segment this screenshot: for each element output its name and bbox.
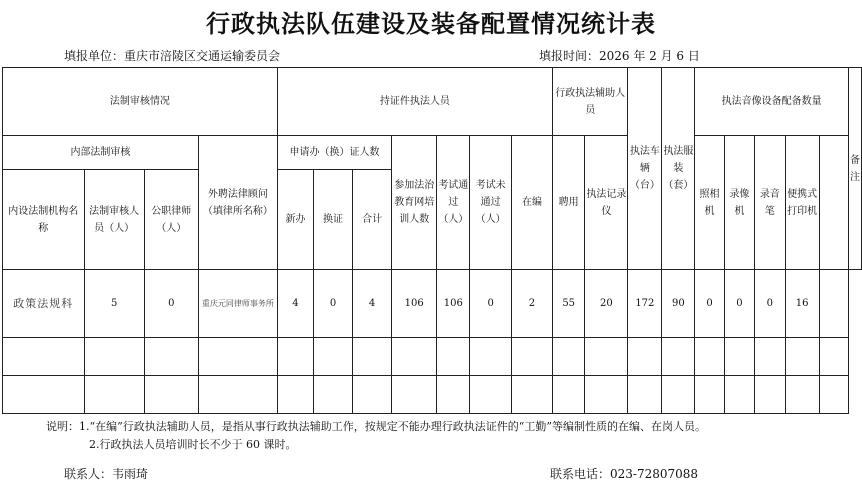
header-new-cert: 新办 [277,170,313,270]
cell-remarks [819,270,848,338]
cell-dept: 政策法规科 [3,270,85,338]
header-review-staff: 法制审核人员（人） [84,170,144,270]
header-renew: 换证 [314,170,353,270]
header-cert-apply: 申请办（换）证人数 [277,136,391,170]
cell-exam-fail: 0 [470,270,512,338]
header-hired: 聘用 [552,136,584,270]
header-subtotal: 合计 [353,170,392,270]
header-legal-review: 法制审核情况 [3,68,278,136]
note-line-2: 2.行政执法人员培训时长不少于 60 课时。 [89,438,297,451]
cell-public-lawyer: 0 [144,270,198,338]
header-recorder: 执法记录仪 [585,136,628,270]
cell-video: 0 [724,270,754,338]
note-line-1: 说明：1.“在编”行政执法辅助人员，是指从事行政执法辅助工作，按规定不能办理行政执法证件的“工勤”等编制性质的在编、在岗人员。 [46,420,706,433]
header-exam-pass: 考试通过（人） [437,136,470,270]
cell-exam-pass: 106 [437,270,470,338]
statistics-table [2,67,862,414]
header-internal-review: 内部法制审核 [3,136,199,170]
cell-uniforms: 172 [628,270,662,338]
reporting-date: 填报时间：2026 年 2 月 6 日 [539,49,700,63]
cell-recorder: 90 [662,270,695,338]
cell-camera: 0 [695,270,724,338]
header-audio: 录音笔 [755,136,785,270]
cell-subtotal: 4 [353,270,392,338]
header-auxiliary-staff: 行政执法辅助人员 [552,68,627,136]
cell-on-staff: 2 [512,270,553,338]
cell-audio: 0 [755,270,785,338]
reporting-unit: 填报单位：重庆市涪陵区交通运输委员会 [64,49,281,63]
header-printer: 便携式打印机 [785,136,819,270]
header-internal-dept: 内设法制机构名称 [3,170,85,270]
header-training: 参加法治教育网培训人数 [392,136,437,270]
contact-person: 联系人：韦雨琦 [64,467,149,481]
header-external-counsel: 外聘法律顾问（填律所名称） [198,136,277,270]
report-title: 行政执法队伍建设及装备配置情况统计表 [206,9,656,38]
contact-phone: 联系电话：023-72807088 [550,467,699,481]
header-exam-fail: 考试未通过（人） [470,136,512,270]
header-remarks: 备注 [849,68,862,270]
cell-vehicles: 20 [585,270,628,338]
header-video: 录像机 [724,136,754,270]
header-public-lawyer: 公职律师（人） [144,170,198,270]
header-certified-staff: 持证件执法人员 [277,68,552,136]
header-vehicles: 执法车辆（台） [628,68,662,270]
cell-counsel: 重庆元同律师事务所 [198,270,277,338]
cell-training: 106 [392,270,437,338]
cell-renew: 0 [314,270,353,338]
empty-row [3,376,862,414]
cell-new-cert: 4 [277,270,313,338]
header-on-staff: 在编 [512,136,553,270]
empty-row [3,338,862,376]
table-row [3,270,862,338]
cell-review-staff: 5 [84,270,144,338]
cell-printer: 16 [785,270,819,338]
header-av-equipment: 执法音像设备配备数量 [695,68,849,136]
header-uniforms: 执法服装（套） [662,68,695,270]
header-camera: 照相机 [695,136,724,270]
cell-hired: 55 [552,270,584,338]
